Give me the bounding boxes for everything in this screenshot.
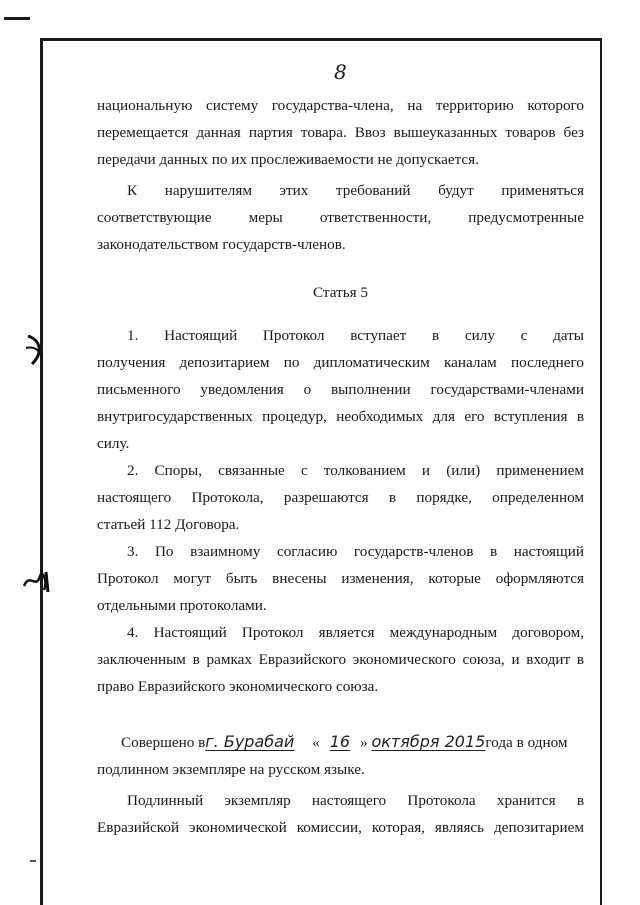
quote-close: » bbox=[360, 734, 368, 751]
article-clause-4 bbox=[97, 619, 584, 700]
page-number: 8 bbox=[334, 60, 347, 84]
page-frame-top bbox=[40, 38, 602, 41]
scan-speck bbox=[30, 860, 36, 862]
signing-line bbox=[97, 728, 584, 756]
text-line: внутригосударственных процедур, необходимых для его вступления в bbox=[97, 408, 584, 425]
signing-prefix: Совершено в bbox=[121, 734, 206, 751]
text-line: письменного уведомления о выполнении государствами-членами bbox=[97, 381, 584, 398]
handwritten-day: 16 bbox=[329, 732, 351, 751]
text-line: 3. По взаимному согласию государств-членов в настоящий bbox=[127, 543, 584, 560]
final-paragraph bbox=[97, 787, 584, 841]
text-line: 1. Настоящий Протокол вступает в силу с даты bbox=[127, 327, 584, 344]
handwritten-place: г. Бурабай bbox=[205, 732, 295, 751]
text-line: подлинном экземпляре на русском языке. bbox=[97, 761, 365, 778]
paragraph-violators bbox=[97, 177, 584, 258]
text-line: законодательством государств-членов. bbox=[97, 236, 346, 253]
article-clause-2 bbox=[97, 457, 584, 538]
text-line: Протокол могут быть внесены изменения, которые оформляются bbox=[97, 570, 584, 587]
text-line: получения депозитарием по дипломатическим каналам последнего bbox=[97, 354, 584, 371]
text-line: соответствующие меры ответственности, предусмотренные bbox=[97, 209, 584, 226]
page-frame-left bbox=[40, 38, 43, 905]
text-line: передачи данных по их прослеживаемости не допускается. bbox=[97, 151, 479, 168]
text-line: настоящего Протокола, разрешаются в порядке, определенном bbox=[97, 489, 584, 506]
corner-mark bbox=[4, 17, 30, 20]
text-line: Евразийской экономической комиссии, которая, являясь депозитарием bbox=[97, 819, 584, 836]
text-line: право Евразийского экономического союза. bbox=[97, 678, 379, 695]
handwritten-month-year: октября 2015 bbox=[371, 732, 486, 751]
text-line: национальную систему государства-члена, на территорию которого bbox=[97, 97, 584, 114]
text-line: заключенным в рамках Евразийского экономического союза, и входит в bbox=[97, 651, 584, 668]
paragraph-continuation bbox=[97, 92, 584, 173]
text-line: перемещается данная партия товара. Ввоз вышеуказанных товаров без bbox=[97, 124, 584, 141]
text-line: 2. Споры, связанные с толкованием и (или) применением bbox=[127, 462, 584, 479]
text-line: 4. Настоящий Протокол является международным договором, bbox=[127, 624, 584, 641]
signing-suffix: года в одном bbox=[485, 734, 568, 751]
text-line: статьей 112 Договора. bbox=[97, 516, 240, 533]
margin-initial-mark bbox=[22, 330, 50, 370]
quote-open: « bbox=[312, 734, 320, 751]
article-clause-1 bbox=[97, 322, 584, 457]
text-line: К нарушителям этих требований будут применяться bbox=[127, 182, 584, 199]
text-line: отдельными протоколами. bbox=[97, 597, 267, 614]
signing-statement bbox=[97, 728, 584, 783]
page-frame-right bbox=[600, 38, 602, 905]
text-line: силу. bbox=[97, 435, 130, 452]
article-heading: Статья 5 bbox=[312, 284, 369, 301]
text-line: Подлинный экземпляр настоящего Протокола хранится в bbox=[127, 792, 584, 809]
article-clause-3 bbox=[97, 538, 584, 619]
margin-signature-mark bbox=[22, 566, 54, 596]
